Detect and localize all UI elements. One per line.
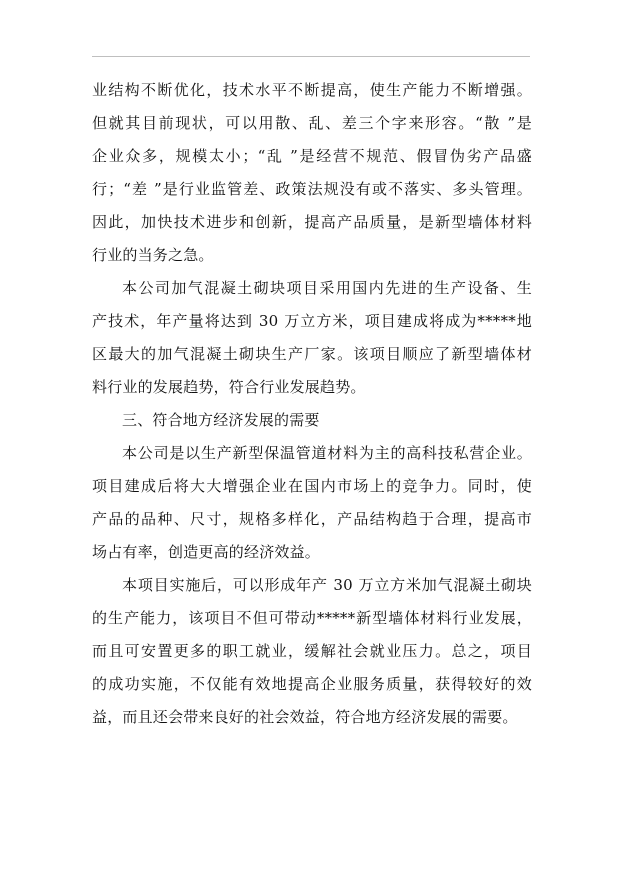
text-line: 本公司加气混凝土砌块项目采用国内先进的生产设备、生 xyxy=(122,279,532,297)
paragraph xyxy=(92,272,532,404)
text-line: 业结构不断优化，技术水平不断提高，使生产能力不断增强。 xyxy=(92,81,532,99)
text-line: 但就其目前现状，可以用散、乱、差三个字来形容。“散 ”是 xyxy=(92,114,532,132)
text-line: 本项目实施后，可以形成年产 30 万立方米加气混凝土砌块 xyxy=(122,576,532,594)
paragraph xyxy=(92,437,532,569)
text-line: 本公司是以生产新型保温管道材料为主的高科技私营企业。 xyxy=(122,444,532,462)
paragraph xyxy=(92,569,532,734)
text-line: 因此，加快技术进步和创新，提高产品质量，是新型墙体材料 xyxy=(92,213,532,231)
text-line: 行；“差 ”是行业监管差、政策法规没有或不落实、多头管理。 xyxy=(92,180,532,198)
text-line: 项目建成后将大大增强企业在国内市场上的竞争力。同时，使 xyxy=(92,477,532,495)
text-line: 的成功实施，不仅能有效地提高企业服务质量，获得较好的效 xyxy=(92,675,532,693)
text-line: 而且可安置更多的职工就业，缓解社会就业压力。总之，项目 xyxy=(92,642,532,660)
header-rule xyxy=(92,56,530,57)
text-line: 区最大的加气混凝土砌块生产厂家。该项目顺应了新型墙体材 xyxy=(92,345,532,363)
text-line: 料行业的发展趋势，符合行业发展趋势。 xyxy=(92,378,366,396)
text-line: 行业的当务之急。 xyxy=(92,246,214,264)
document-body xyxy=(92,74,532,734)
text-line: 场占有率，创造更高的经济效益。 xyxy=(92,543,321,561)
section-heading xyxy=(92,404,532,437)
text-line: 企业众多，规模太小；“乱 ”是经营不规范、假冒伪劣产品盛 xyxy=(92,147,532,165)
text-line: 产品的品种、尺寸，规格多样化，产品结构趋于合理，提高市 xyxy=(92,510,532,528)
text-line: 的生产能力，该项目不但可带动*****新型墙体材料行业发展， xyxy=(92,609,532,627)
text-line: 益，而且还会带来良好的社会效益，符合地方经济发展的需要。 xyxy=(92,708,518,726)
heading-text: 三、符合地方经济发展的需要 xyxy=(122,411,320,429)
paragraph xyxy=(92,74,532,272)
text-line: 产技术，年产量将达到 30 万立方米，项目建成将成为*****地 xyxy=(92,312,532,330)
